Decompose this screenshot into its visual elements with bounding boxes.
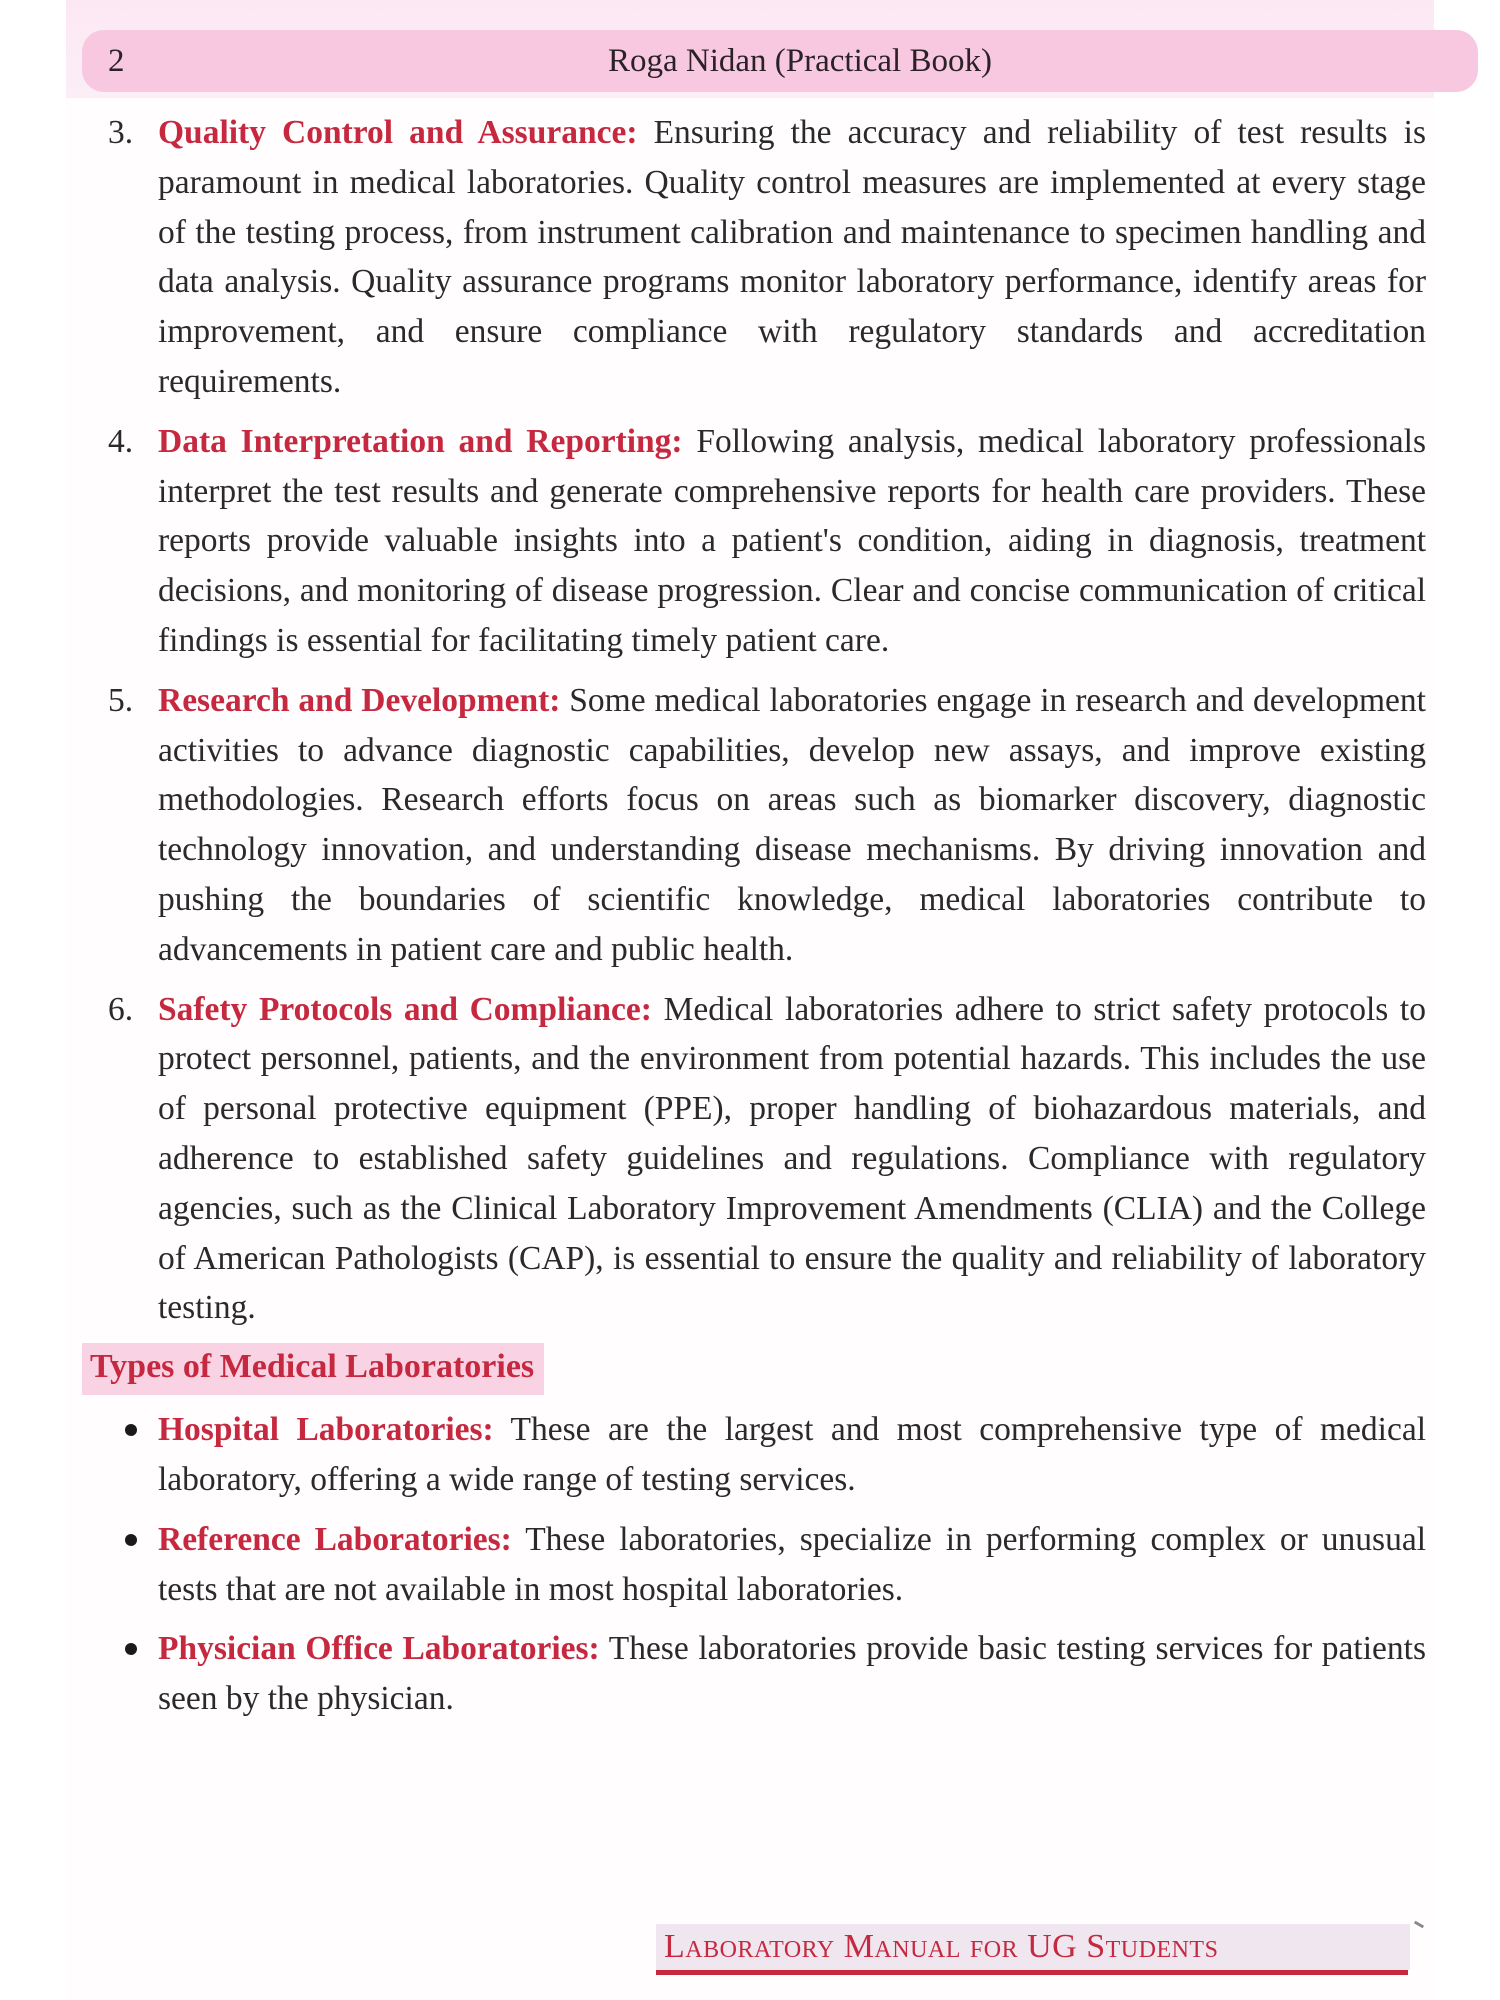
section-heading: Types of Medical Laboratories <box>90 1348 535 1386</box>
item-term: Research and Development: <box>158 681 561 719</box>
numbered-item-quality-control <box>108 108 1426 407</box>
item-number: 6. <box>108 990 134 1028</box>
page-footer <box>656 1924 1410 1970</box>
section-heading-highlight <box>82 1343 544 1395</box>
bullet-term: Physician Office Laboratories: <box>158 1630 600 1668</box>
item-number: 4. <box>108 422 134 460</box>
bullet-list <box>66 1405 1434 1724</box>
item-number: 3. <box>108 114 134 151</box>
item-term: Quality Control and Assurance: <box>158 114 638 151</box>
bullet-icon <box>125 1534 137 1546</box>
bullet-text: These laboratories, specialize in performing complex or unusual tests that are not available in most hospital laboratories. <box>158 1520 1426 1608</box>
bullet-item-hospital <box>158 1405 1426 1505</box>
book-page <box>66 0 1434 2000</box>
bullet-icon <box>125 1643 137 1655</box>
item-term: Safety Protocols and Compliance: <box>158 990 652 1028</box>
item-text: Following analysis, medical laboratory professionals interpret the test results and generate comprehensive reports for health care providers. These reports provide valuable insights into a patient's condition, aiding in diagnosis, treatment decisions, and monitoring of disease progression. Clear and concise communication of critical findings is essential for facilitating timely patient care. <box>158 422 1427 659</box>
item-text: Some medical laboratories engage in research and development activities to advance diagnostic capabilities, develop new assays, and improve existing methodologies. Research efforts focus on areas such as biomarker discovery, diagnostic technology innovation, and understanding disease mechanisms. By driving innovation and pushing the boundaries of scientific knowledge, medical laboratories contribute to advancements in patient care and public health. <box>158 681 1426 968</box>
numbered-item-research-development <box>108 676 1426 975</box>
numbered-item-safety-protocols <box>108 985 1426 1334</box>
bullet-text: These laboratories provide basic testing services for patients seen by the physician. <box>158 1630 1426 1718</box>
footer-underline <box>656 1970 1408 1975</box>
page-header <box>82 30 1478 92</box>
item-term: Data Interpretation and Reporting: <box>158 422 683 460</box>
running-title: Roga Nidan (Practical Book) <box>608 43 992 79</box>
bullet-term: Reference Laboratories: <box>158 1520 512 1558</box>
item-number: 5. <box>108 681 134 719</box>
numbered-item-data-interpretation <box>108 417 1427 666</box>
item-text: Ensuring the accuracy and reliability of test results is paramount in medical laboratories. Quality control measures are implemented at every stage of the testing process, from instrument calibration and maintenance to specimen handling and data analysis. Quality assurance programs monitor laboratory performance, identify areas for improvement, and ensure compliance with regulatory standards and accreditation requirements. <box>158 114 1426 400</box>
item-text: Medical laboratories adhere to strict safety protocols to protect personnel, patients, and the environment from potential hazards. This includes the use of personal protective equipment (PPE), proper handling of biohazardous materials, and adherence to established safety guidelines and regulations. Compliance with regulatory agencies, such as the Clinical Laboratory Improvement Amendments (CLIA) and the College of American Pathologists (CAP), is essential to ensure the quality and reliability of laboratory testing. <box>158 990 1426 1327</box>
bullet-term: Hospital Laboratories: <box>158 1411 494 1449</box>
page-content <box>66 108 1434 1734</box>
bullet-item-reference <box>158 1515 1426 1615</box>
page-number: 2 <box>108 43 125 79</box>
footer-title: Laboratory Manual for UG Students <box>664 1928 1219 1965</box>
bullet-icon <box>125 1424 137 1436</box>
bullet-text: These are the largest and most comprehensive type of medical laboratory, offering a wide range of testing services. <box>158 1411 1426 1498</box>
bullet-item-physician-office <box>158 1624 1426 1724</box>
